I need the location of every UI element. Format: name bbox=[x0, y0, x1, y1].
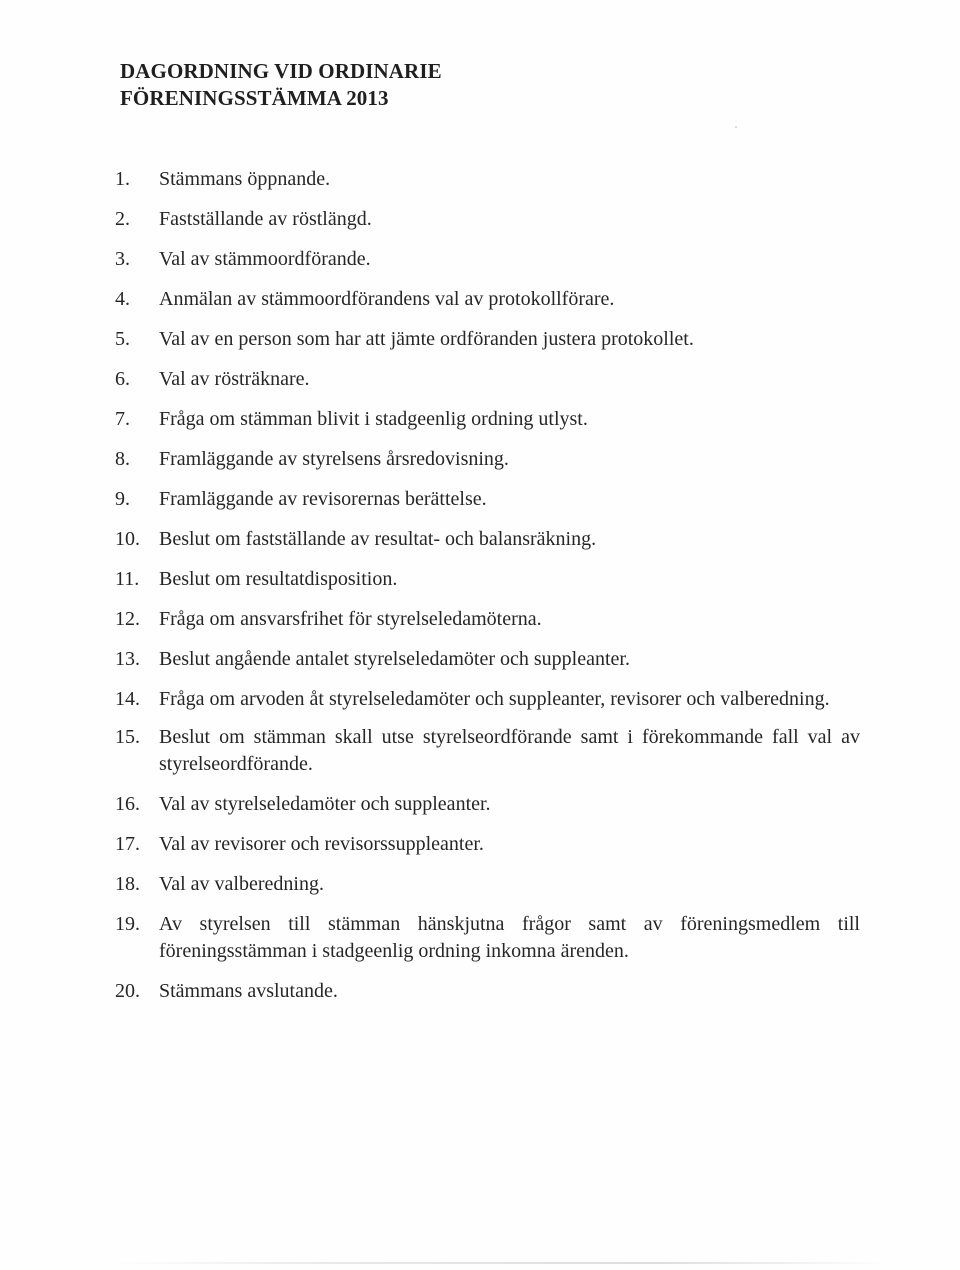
agenda-item bbox=[115, 406, 860, 433]
item-number: 2. bbox=[115, 208, 130, 230]
item-number: 3. bbox=[115, 248, 130, 270]
agenda-item bbox=[115, 526, 860, 553]
item-text: Fråga om ansvarsfrihet för styrelseledamöterna. bbox=[159, 608, 542, 630]
agenda-item bbox=[115, 871, 860, 898]
item-number: 11. bbox=[115, 568, 140, 590]
item-number: 15. bbox=[115, 726, 140, 748]
item-number: 16. bbox=[115, 793, 140, 815]
item-text: Beslut angående antalet styrelseledamöter och suppleanter. bbox=[159, 648, 630, 670]
agenda-item bbox=[115, 366, 860, 393]
item-text: Av styrelsen till stämman hänskjutna frågor samt av föreningsmedlem till föreningsstämman i stadgeenlig ordning inkomna ärenden. bbox=[159, 913, 860, 962]
agenda-item bbox=[115, 326, 860, 353]
item-number: 10. bbox=[115, 528, 140, 550]
agenda-item bbox=[115, 606, 860, 633]
agenda-item bbox=[115, 446, 860, 473]
item-number: 13. bbox=[115, 648, 140, 670]
item-text: Beslut om fastställande av resultat- och balansräkning. bbox=[159, 528, 597, 550]
agenda-item bbox=[115, 911, 860, 965]
item-number: 9. bbox=[115, 488, 130, 510]
item-number: 4. bbox=[115, 288, 130, 310]
scan-edge-artifact bbox=[110, 1262, 890, 1264]
agenda-item bbox=[115, 791, 860, 818]
item-number: 18. bbox=[115, 873, 140, 895]
item-number: 20. bbox=[115, 980, 140, 1002]
item-text: Stämmans öppnande. bbox=[159, 168, 331, 190]
agenda-item bbox=[115, 566, 860, 593]
item-text: Val av styrelseledamöter och suppleanter. bbox=[159, 793, 491, 815]
agenda-item bbox=[115, 486, 860, 513]
agenda-item bbox=[115, 831, 860, 858]
title-line-2: FÖRENINGSSTÄMMA 2013 bbox=[120, 86, 389, 110]
item-text: Val av rösträknare. bbox=[159, 368, 310, 390]
agenda-item bbox=[115, 206, 860, 233]
item-number: 14. bbox=[115, 688, 140, 710]
agenda-item bbox=[115, 978, 860, 1005]
item-number: 5. bbox=[115, 328, 130, 350]
item-text: Stämmans avslutande. bbox=[159, 980, 338, 1002]
agenda-item bbox=[115, 286, 860, 313]
item-text: Val av revisorer och revisorssuppleanter. bbox=[159, 833, 484, 855]
agenda-item bbox=[115, 724, 860, 778]
item-number: 7. bbox=[115, 408, 130, 430]
item-text: Val av stämmoordförande. bbox=[159, 248, 371, 270]
scan-speck bbox=[735, 126, 737, 128]
item-number: 8. bbox=[115, 448, 130, 470]
item-text: Fråga om stämman blivit i stadgeenlig ordning utlyst. bbox=[159, 408, 588, 430]
item-text: Beslut om resultatdisposition. bbox=[159, 568, 398, 590]
agenda-item bbox=[115, 166, 860, 193]
item-text: Beslut om stämman skall utse styrelseordförande samt i förekommande fall val av styrelseordförande. bbox=[159, 726, 860, 775]
item-text: Framläggande av styrelsens årsredovisning. bbox=[159, 448, 509, 470]
item-text: Val av en person som har att jämte ordföranden justera protokollet. bbox=[159, 328, 694, 350]
agenda-list bbox=[115, 166, 860, 1018]
document-title bbox=[120, 58, 442, 112]
item-number: 17. bbox=[115, 833, 140, 855]
item-text: Fråga om arvoden åt styrelseledamöter och suppleanter, revisorer och valberedning. bbox=[159, 688, 830, 710]
item-text: Anmälan av stämmoordförandens val av protokollförare. bbox=[159, 288, 615, 310]
item-text: Framläggande av revisorernas berättelse. bbox=[159, 488, 487, 510]
item-text: Val av valberedning. bbox=[159, 873, 324, 895]
item-text: Fastställande av röstlängd. bbox=[159, 208, 372, 230]
agenda-item bbox=[115, 246, 860, 273]
item-number: 19. bbox=[115, 913, 140, 935]
item-number: 1. bbox=[115, 168, 130, 190]
title-line-1: DAGORDNING VID ORDINARIE bbox=[120, 59, 442, 83]
item-number: 12. bbox=[115, 608, 140, 630]
item-number: 6. bbox=[115, 368, 130, 390]
agenda-item bbox=[115, 686, 860, 713]
agenda-item bbox=[115, 646, 860, 673]
